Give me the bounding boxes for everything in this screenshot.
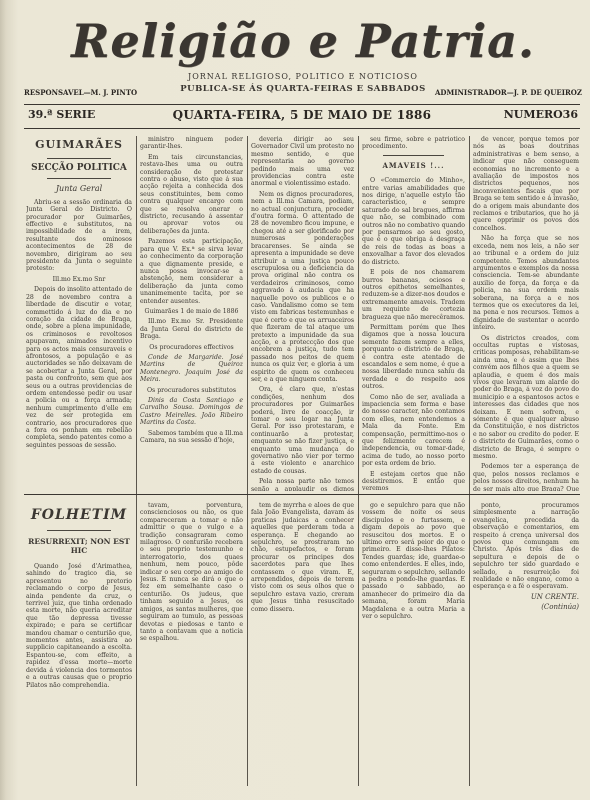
article-paragraph: seu firme, sobre e patriotico procedimento.: [362, 136, 465, 151]
folhetim-paragraph: ponto, procuramos simplesmente a narração evangelica, precedida da observação e comentarios, em respeito á crença universal dos povos que comungam em Christo. Após três dias de sepultura e depois de o sepulchro ter sido guardado e sellado, a resurreição foi realidade e não engano, como a esperança e a fé o esperavam.: [473, 502, 579, 591]
article-paragraph: ministro ninguem poder garantir-lhes.: [140, 136, 243, 151]
folhetim-column-2: [140, 502, 243, 787]
signatories: Conde de Margaride. José Martins de Queiroz Montenegro. Joaquim José da Meira.: [140, 353, 243, 384]
column-divider: [247, 136, 248, 786]
dateline: [24, 108, 580, 124]
newspaper-title: Religião e Patria.: [71, 14, 535, 68]
column-divider: [136, 136, 137, 786]
article-paragraph: E estejam certos que não desistiremos. E então que veremos: [362, 470, 465, 491]
article-paragraph: Podemos ter a esperança de que, pelos nossos reclamos e pelos nossos direitos, nenhum ha de ser mais alto que Braga? Que: [473, 463, 579, 491]
article-paragraph: O «Commercio do Minho», entre varias amabilidades que nos dirige, n'aquelle estylo tão caracteristico, e sempre saturado do sal bragues, affirma que não, se combinado com outros não no combativo quando por pensarmos ao seu gosto, que é o que obriga á desgraça de reis de todas as boas a enxovalhar a favor dos elevados do districto.: [362, 177, 465, 266]
salutation: Ill.mo Ex.mo Snr: [52, 275, 106, 283]
masthead-rule-top: [24, 104, 580, 105]
article-paragraph: Pela nossa parte não temos senão a applaudir os dignos: [251, 478, 354, 491]
article-paragraph: Nem os dignos procuradores, nem a Ill.ma Camara, podiam, no actual conjunctura, proceder d'outra forma. O attentado de 28 de novembro ficou impune, e chegou até a ser glorificado por numerosas ponderações bracarenses. Se ainda se apresenta a impunidade se deve attribuir a uma justiça pouco escrupulosa ou a deficiencia da prova original não contra os verdadeiros criminosos, como aggravado á audacia que ha naquelle povo os publicos e o caso. Vandalismo como se tem visto em fabricas testemunhas e que é certo e que os arruaceiros que fizeram de tal ataque um pretexto a impunidade da sua acção, e a proteccção dos que encobrem a justiça, tudo tem passado nos peitos de quem nunca os quiz ver, e gloria a um espirito de quem os conheceu ser, e a que ninguem conta.: [251, 190, 354, 383]
folhetim-column-1: [26, 502, 132, 787]
series: 39.ª SERIE: [28, 108, 96, 121]
subsection-heading: Junta Geral: [55, 184, 103, 194]
letter-date: Guimarães 1 de maio de 1886: [144, 307, 239, 315]
letter-addressee: Ill.mo Ex.mo Sr. Presidente da Junta Geral do districto de Braga.: [140, 318, 243, 341]
article-paragraph: E pois de nos chamarem burros bananas, ociosos e outros epithetos semelhantes, reduzem-se a dizer-nos doudos e extremamente amaveis. Tradem um requinte de cortezia bragueza que não merecêramos.: [362, 269, 465, 321]
article-paragraph: Depois do insolito attentado de 28 de novembro contra a liberdade de discutir e votar, commettido á luz do dia e no coração da cidade de Braga, onde, sobre a plena impunidade, os criminosos e revoltosos apupavam, animados incentivo para os actos mais censuraveis e afrontosos, a população e as auctoridades se não deixavam de se acobertar a Junta Geral, por pasta ou confronto, sem que aos seus ou a outras providencias de ordem entendesse pedir ou usar a policia ou a força armada; nenhum cumprimento d'elle em vez de ser protegida em contrario, aos procuradores que a fora os ponham em rebelião completa, sendo patentes como a seguintes pessoas de sessão.: [26, 286, 132, 449]
column-divider: [358, 136, 359, 786]
folhetim-paragraph: tavam, porventura, conscienciosos ou não, os que compareceram a tomar e não admittir o que o vulgo e a tradição consagraram como milagroso. O centurião recebera o seu proprio testemunho e interrogatorio, dos quaes nenhum, nem pouco, pôde indicar o seu corpo ao amigo de Jesus. E nunca se dirá o que o fez em semelhante caso o centurião. Os judeus, que tinham seguido a Jesus, os amigos, as santas mulheres, que seguiram ao tumulo, as pessoas devotas e piedosas e tanto e tanto a contavam que a noticia se espalhou.: [140, 502, 243, 643]
folhetim-paragraph: go e sepulchro para que não vossem de noite os seus discipulos e o furtassem, e digam depois ao povo que resuscitou dos mortos. E o ultimo erro será peior do que o primeiro. E disse-lhes Pilatos: Tendes guardas; ide, guardae-o como entenderdes. E elles, indo, seguraram o sepulchro, sellando a pedra e pondo-lhe guardas. E passado o sabbado, ao amanhecer do primeiro dia da semana, foram Maria Magdalena e a outra Maria a ver o sepulchro.: [362, 502, 465, 621]
folhetim-signature: UN CRENTE.: [530, 592, 579, 601]
article-paragraph: Abriu-se a sessão ordinaria da Junta Geral do Districto. O procurador por Guimarães, effectivo e substitutos, na impossibilidade de a irem, resultante dos ominosos acontecimentos de 28 de novembro, dirigiram ao seu presidente da Junta o seguinte protesto:: [26, 198, 132, 273]
masthead: [24, 6, 582, 96]
article-paragraph: Os districtos creados, com occultas ruptas e vistosas, criticas pomposas, rehabilitam-se ainda uma, e é assim que lhes convém aos filhos que a quem se aplaudia, e quem é dos mais vivos que levaram um alarde do poder do Braga, á voz do povo do municipio e a espantosos actos e interesses das cidades que nos deixam. E nem sofrem, e sómente é que qualquer abuso da Constituição, e nos districtos e no sabor ou credito do poder. E o districto de Guimarães, como o districto de Braga, é sempre o mesmo.: [473, 334, 579, 461]
signatories-heading: Os procuradores substitutos: [146, 386, 237, 394]
section-heading: SECÇÃO POLITICA: [31, 163, 127, 173]
column-5: [473, 136, 579, 491]
article-paragraph: de vencer, porque temos por nós as boas doutrinas administrativas e bem senso, a indicar que não conseguem economias no incremento e a avaliação de impostos nos districtos pequenos, nos inconvenientes fiscais que por Braga se tem sentido e á invasão, do a origem mais abundante dos reclamos e tributarios, que ho já quere opprimir os povos dos concelhos.: [473, 136, 579, 232]
article-paragraph: Em tais circunstancias, restava-lhes uma ou outra consideração de protestar contra o abuso, visto que á sua acção rejeita a conhecida dos seus constituintes, bem como contra qualquer encargo com que se resolva onerar o districto, recusando á assentar ou aprovar votos ou deliberações da junta.: [140, 153, 243, 235]
folhetim-title: FOLHETIM: [30, 507, 128, 523]
divider: [47, 530, 111, 531]
article-paragraph: Ora, é claro que, n'estas condições, nenhum dos procuradores por Guimarães poderá, livre de coacção, ir tomar o seu logar na Junta Geral. Por isso protestaram, e continuarão a protestar, emquanto se não fizer justiça, e enquanto uma mudança do governativo não vier por termo a este violento e anarchico estado de cousas.: [251, 386, 354, 475]
administrador: ADMINISTRADOR—J. P. DE QUEIROZ: [435, 88, 582, 97]
folhetim-paragraph: Quando José d'Arimathea, sahindo do tragico dia, se apresentou no pretorio reclamando o corpo de Jesus, ainda pendente da cruz, o terrivel juiz, que tinha ordenado esta morte, não queria acreditar que tão depressa tivesse expirado; e para se certificar mandou chamar o centurião que, momentos antes, assistira ao supplicio capitaneando a escolta. Espantou-se, com effeito, a rapidez d'essa morte—morte devida á violencia dos tormentos e a outras causas que o proprio Pilatos não comprehendia.: [26, 563, 132, 689]
publication-days: PUBLICA-SE ÁS QUARTA-FEIRAS E SABBADOS: [180, 84, 426, 94]
folhetim-rule: [24, 494, 580, 495]
column-1: [26, 136, 132, 491]
folhetim-column-5: [473, 502, 579, 787]
issue-number: NUMERO36: [503, 108, 578, 121]
article-paragraph: deveria dirigir ao seu Governador Civil um protesto no mesmo sentido, e que representaria ao governo pedindo mais uma vez providencias contra este anormal e violentissimo estado.: [251, 136, 354, 188]
city-heading: GUIMARÃES: [35, 138, 123, 151]
article-paragraph: Como não de ser, avaliada a impaciencia sem forma e base do nosso caracter, não contamos com elles, nem entendemos a Mala da Fonte. Em compensação, permittimo-nos o que felizmente carecem é independencia, ou tomar-dade, acima de tudo, ao nosso porto por esta ordem de brio.: [362, 393, 465, 468]
signatories-heading: Os procuradores effectivos: [149, 343, 234, 351]
responsavel: RESPONSAVEL—M. J. PINTO: [24, 88, 138, 97]
article-paragraph: Permittam porém que lhes digamos que a nossa loucura semente fazem sempre a elles, porquanto o districto de Braga, é contra este atentado de escandalos e sem nome, é que a nossa liberdade nunca sahiu da verdade e do respeito aos outros.: [362, 323, 465, 391]
article-paragraph: Sabemos também que a Ill.ma Camara, na sua sessão d'hoje,: [140, 429, 243, 445]
article-paragraph: Não ha força que se nos exceda, nem nos leis, a não ser ao tribunal e a ordem do juiz competente. Temos abundantes argumentos e exemplos da nossa consciencia. Tem-se abundante auxilio de força, da força e da policia, na sua ordem mais soberana, na força a e nos termos que os executores da lei, na pena e nos recursos. Temos a dignidade de sustentar o acordo inteiro.: [473, 235, 579, 332]
column-4: [362, 136, 465, 491]
continues-note: (Continúa): [541, 603, 579, 612]
signatories: Dinis da Costa Santiago e Carvalho Sousa. Domingos de Castro Meirelles. João Ribeiro Martins da Costa.: [140, 397, 243, 427]
column-3: [251, 136, 354, 491]
newspaper-subtitle: JORNAL RELIGIOSO, POLITICO E NOTICIOSO: [188, 72, 418, 81]
column-divider: [469, 136, 470, 786]
divider: [383, 155, 445, 156]
column-2: [140, 136, 243, 491]
article-heading: AMAVEIS !...: [382, 160, 445, 170]
issue-date: QUARTA-FEIRA, 5 DE MAIO DE 1886: [172, 108, 432, 122]
article-paragraph: Pazemos esta participação, para que V. Ex.ª se sirva levar ao conhecimento da corporação a que dignamente preside, e nunca possa invocar-se a abstenção, nem considerar a deliberação da junta como unanimemente tacita, por se entender ausentes.: [140, 238, 243, 305]
folhetim-column-3: [251, 502, 354, 787]
folhetim-column-4: [362, 502, 465, 787]
masthead-rule-bottom: [24, 128, 580, 129]
divider: [47, 178, 111, 179]
divider: [47, 158, 111, 159]
folhetim-subtitle: RESURREXIT; NON EST HIC: [28, 537, 130, 555]
folhetim-paragraph: tem de myrrha e aloes de que fala João Evangelista, davam ás praticas judaicas a conhecer aquelles que perderam toda a esperança. E chegando ao sepulchro, se prostraram no chão, estupefactos, e foram procurar os principes dos sacerdotes para que lhes contassem o que viram. E, arrependidos, depois de terem visto com os seus olhos que o sepulchro estava vazio, creram que Jesus tinha resuscitado como dissera.: [251, 502, 354, 613]
